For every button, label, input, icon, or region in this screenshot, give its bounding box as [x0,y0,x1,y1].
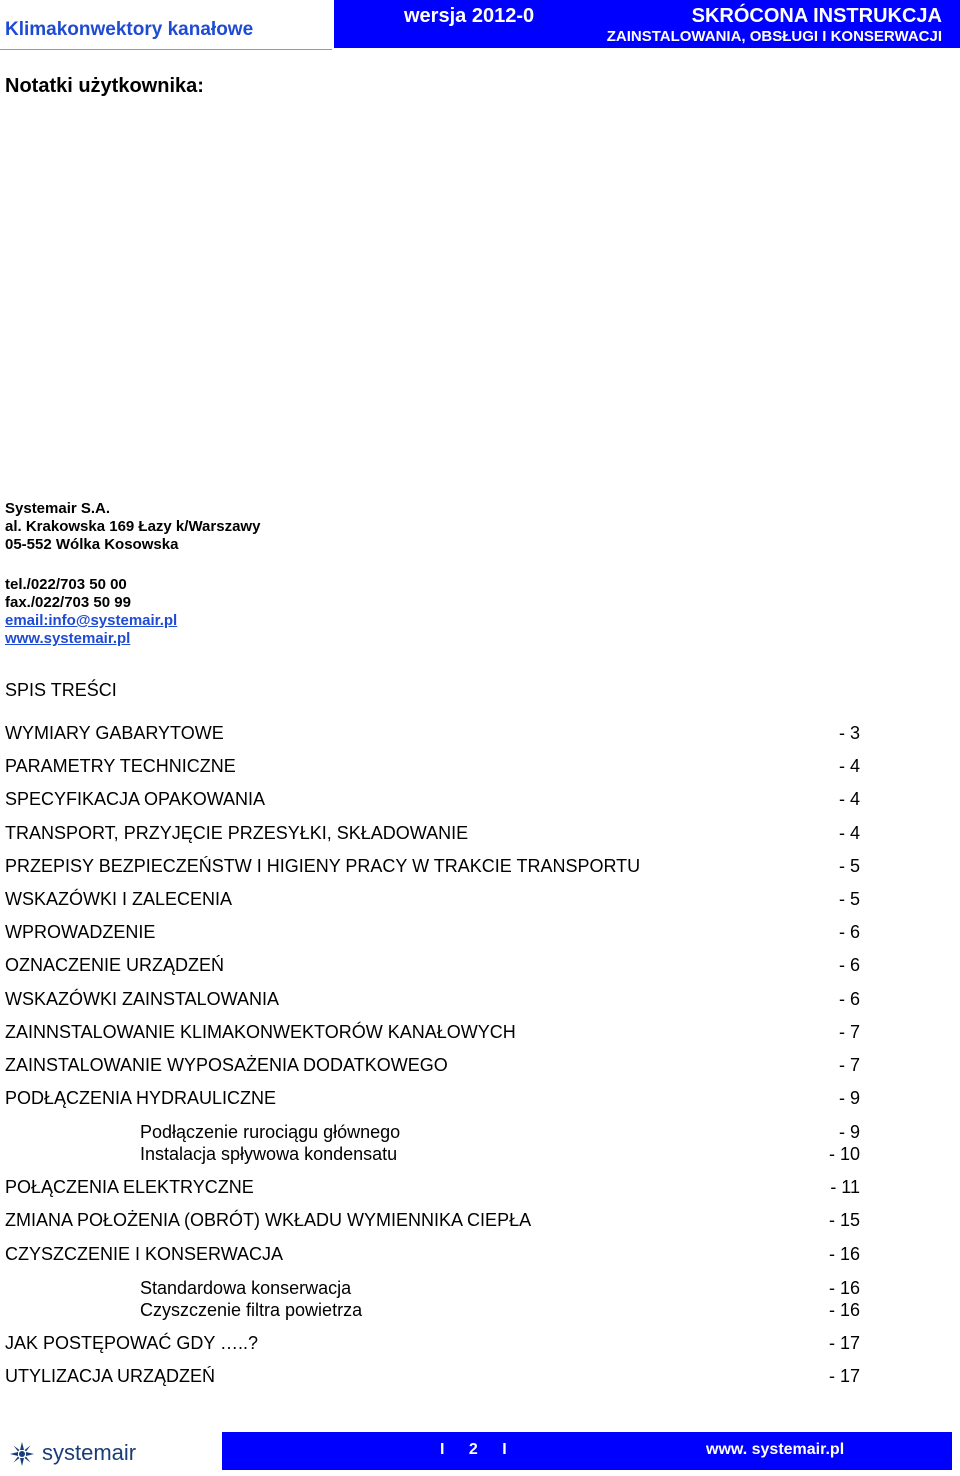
header-left-box [0,0,332,50]
toc-entry[interactable] [5,1210,860,1243]
page-header [0,0,960,50]
toc-entry[interactable] [5,1055,860,1088]
footer-bar [222,1432,952,1470]
version-label: wersja 2012-0 [404,5,535,27]
toc-entry-label: PRZEPISY BEZPIECZEŃSTW I HIGIENY PRACY W TRAKCIE TRANSPORTU [5,855,641,876]
toc-subentry-label: Czyszczenie filtra powietrza [140,1299,363,1320]
toc-entry-page: - 3 [838,723,860,743]
toc-entry[interactable] [5,823,860,856]
toc-entry-page: - 17 [828,1332,860,1353]
toc-subentry-label: Instalacja spływowa kondensatu [140,1144,398,1165]
toc-entry-label: PARAMETRY TECHNICZNE [5,756,236,777]
toc-entry[interactable] [5,789,860,822]
spacer [5,554,260,576]
toc-entry-page: - 17 [828,1366,860,1386]
product-name: Klimakonwektory kanałowe [5,19,254,40]
company-website-link[interactable]: www.systemair.pl [5,630,131,647]
table-of-contents [5,723,860,1399]
toc-entry-page: - 6 [838,955,860,976]
toc-subentry[interactable] [5,1278,860,1300]
company-fax: fax./022/703 50 99 [5,594,131,611]
toc-entry-page: - 15 [828,1210,860,1231]
toc-subentry[interactable] [5,1122,860,1144]
toc-entry[interactable] [5,1366,860,1399]
page-number: I 2 I [440,1441,507,1458]
toc-entry-label: TRANSPORT, PRZYJĘCIE PRZESYŁKI, SKŁADOWANIE [5,822,469,843]
company-address-line1: al. Krakowska 169 Łazy k/Warszawy [5,518,261,535]
toc-entry-page: - 6 [838,988,860,1009]
toc-entry-page: - 5 [838,855,860,876]
toc-entry-page: - 7 [838,1021,860,1042]
toc-entry-page: - 4 [838,789,860,810]
toc-entry-label: OZNACZENIE URZĄDZEŃ [5,955,225,976]
toc-subentry-page: - 10 [828,1144,860,1165]
toc-entry[interactable] [5,955,860,988]
toc-entry-label: ZMIANA POŁOŻENIA (OBRÓT) WKŁADU WYMIENNIKA CIEPŁA [5,1210,532,1231]
user-notes-heading: Notatki użytkownika: [5,75,204,97]
toc-entry[interactable] [5,1088,860,1121]
toc-subentry[interactable] [5,1300,860,1333]
toc-entry-page: - 11 [830,1177,860,1198]
toc-entry-label: JAK POSTĘPOWAĆ GDY …..? [5,1332,259,1353]
toc-entry-page: - 7 [838,1054,860,1075]
systemair-logo [8,1438,208,1470]
toc-entry-label: UTYLIZACJA URZĄDZEŃ [5,1366,216,1386]
header-banner [334,0,960,48]
document-subtitle: ZAINSTALOWANIA, OBSŁUGI I KONSERWACJI [606,28,942,45]
toc-entry[interactable] [5,756,860,789]
toc-entry-page: - 5 [838,888,860,909]
company-name: Systemair S.A. [5,500,111,517]
toc-entry-label: WSKAZÓWKI I ZALECENIA [5,888,233,909]
toc-entry-page: - 4 [838,756,860,777]
document-title: SKRÓCONA INSTRUKCJA [691,5,942,27]
toc-heading: SPIS TREŚCI [5,680,117,700]
toc-entry[interactable] [5,989,860,1022]
toc-subentry-page: - 9 [838,1122,860,1143]
toc-entry-page: - 9 [838,1088,860,1109]
toc-entry-label: WPROWADZENIE [5,922,156,943]
toc-entry-page: - 16 [828,1243,860,1264]
toc-entry-label: SPECYFIKACJA OPAKOWANIA [5,789,266,810]
toc-entry-label: PODŁĄCZENIA HYDRAULICZNE [5,1088,277,1109]
toc-entry[interactable] [5,922,860,955]
toc-entry[interactable] [5,889,860,922]
toc-entry-label: WYMIARY GABARYTOWE [5,723,224,743]
toc-entry-label: ZAINNSTALOWANIE KLIMAKONWEKTORÓW KANAŁOWYCH [5,1021,516,1042]
toc-entry[interactable] [5,1022,860,1055]
company-contact-block [5,500,260,648]
toc-entry-label: WSKAZÓWKI ZAINSTALOWANIA [5,988,280,1009]
toc-entry[interactable] [5,856,860,889]
company-email-link[interactable]: email:info@systemair.pl [5,612,178,629]
toc-subentry-page: - 16 [828,1277,860,1298]
toc-entry-label: ZAINSTALOWANIE WYPOSAŻENIA DODATKOWEGO [5,1054,448,1075]
logo-wordmark: systemair [42,1440,137,1465]
toc-entry-page: - 6 [838,922,860,943]
fan-logo-icon [8,1440,36,1468]
toc-subentry-label: Podłączenie rurociągu głównego [140,1122,401,1143]
toc-subentry[interactable] [5,1144,860,1177]
toc-entry-page: - 4 [838,822,860,843]
toc-entry[interactable] [5,723,860,756]
toc-entry-label: POŁĄCZENIA ELEKTRYCZNE [5,1177,254,1198]
toc-subentry-label: Standardowa konserwacja [140,1277,352,1298]
company-phone: tel./022/703 50 00 [5,576,127,593]
toc-subentry-page: - 16 [828,1299,860,1320]
toc-entry-label: CZYSZCZENIE I KONSERWACJA [5,1243,284,1264]
toc-entry[interactable] [5,1333,860,1366]
toc-entry[interactable] [5,1244,860,1277]
footer-website: www. systemair.pl [706,1441,845,1458]
company-address-line2: 05-552 Wólka Kosowska [5,536,179,553]
toc-entry[interactable] [5,1177,860,1210]
